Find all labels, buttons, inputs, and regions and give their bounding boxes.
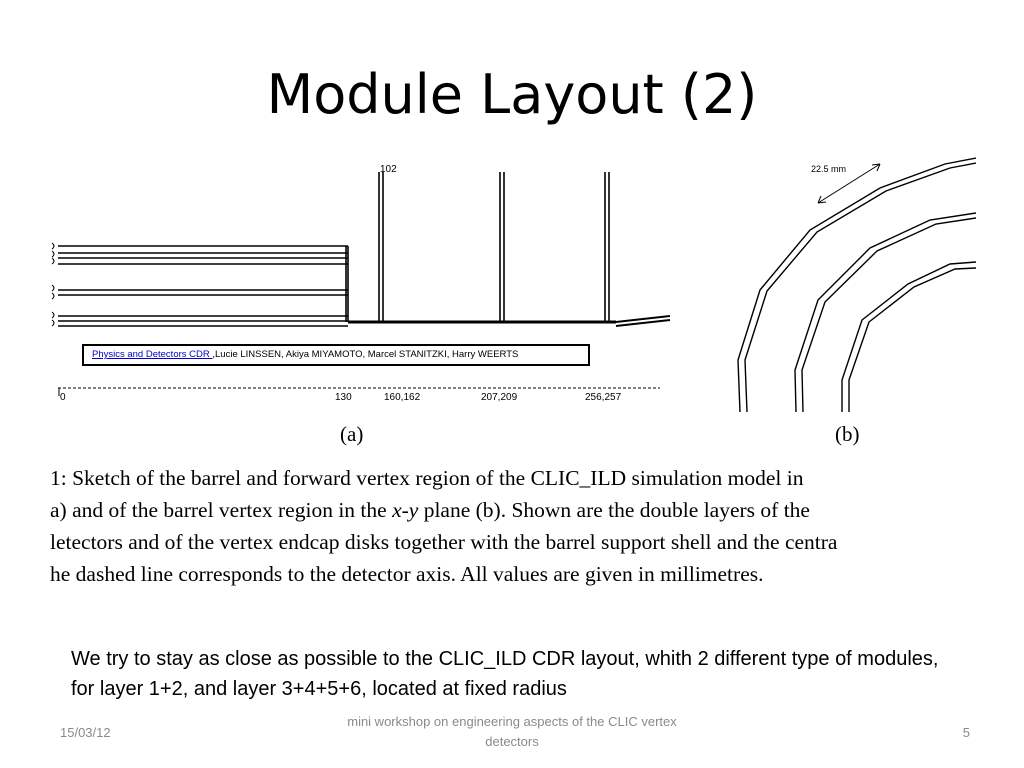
- footer-date: 15/03/12: [60, 725, 111, 740]
- caption-line-1: 1: Sketch of the barrel and forward vertex region of the CLIC_ILD simulation model in: [50, 466, 804, 490]
- caption-line-3: letectors and of the vertex endcap disks together with the barrel support shell and the centra: [50, 530, 838, 554]
- axis-label-0: 0: [60, 392, 66, 403]
- detector-sketch: [50, 150, 976, 450]
- panel-a-label: (a): [340, 422, 364, 446]
- figure: [50, 150, 976, 595]
- footer-center-text: mini workshop on engineering aspects of the CLIC vertex detectors: [347, 714, 677, 749]
- caption-italic: x-y: [392, 498, 419, 522]
- axis-label-256-257: 256,257: [585, 392, 622, 403]
- barrel-layers-sketch: [52, 172, 670, 326]
- height-label: 102: [380, 164, 397, 175]
- figure-caption: [50, 462, 976, 590]
- citation-authors: ,Lucie LINSSEN, Akiya MIYAMOTO, Marcel STANITZKI, Harry WEERTS: [212, 349, 519, 360]
- dimension-label: 22.5 mm: [811, 164, 847, 174]
- slide-title: Module Layout (2): [266, 63, 758, 126]
- citation-box: [82, 344, 590, 366]
- panel-b-label: (b): [835, 422, 860, 446]
- caption-line-4: he dashed line corresponds to the detector axis. All values are given in millimetres.: [50, 562, 764, 586]
- axis-label-160-162: 160,162: [384, 392, 421, 403]
- barrel-rings-sketch: [738, 158, 976, 412]
- axis-label-207-209: 207,209: [481, 392, 518, 403]
- page-number: 5: [962, 725, 970, 740]
- citation-link[interactable]: Physics and Detectors CDR: [92, 349, 213, 360]
- caption-line-2: a) and of the barrel vertex region in the x-y plane (b). Shown are the double layers of the: [50, 498, 810, 522]
- axis-label-130: 130: [335, 392, 352, 403]
- body-text: We try to stay as close as possible to the CLIC_ILD CDR layout, whith 2 different type of modules, for layer 1+2, and layer 3+4+5+6, located at fixed radius: [71, 648, 939, 700]
